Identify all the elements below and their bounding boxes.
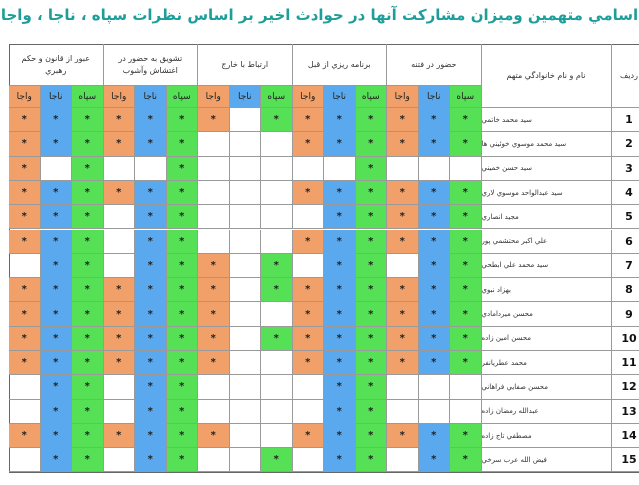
mark-cell-sepah: * [72, 424, 104, 448]
mark-cell-sepah: * [356, 254, 388, 278]
mark-cell-naja: * [135, 400, 167, 424]
row-number: 12 [612, 375, 639, 399]
mark-cell-vaja: * [104, 108, 136, 132]
mark-cell-naja: * [324, 108, 356, 132]
mark-cell-vaja: * [293, 132, 325, 156]
row-number: 6 [612, 230, 639, 254]
mark-cell-naja: * [324, 351, 356, 375]
mark-cell-naja: * [135, 448, 167, 472]
mark-cell-naja [419, 157, 451, 181]
mark-cell-sepah [450, 400, 482, 424]
mark-cell-vaja: * [9, 278, 41, 302]
mark-cell-sepah: * [167, 205, 199, 229]
mark-cell-naja [230, 278, 262, 302]
mark-cell-sepah: * [450, 424, 482, 448]
mark-cell-naja: * [135, 278, 167, 302]
row-number: 14 [612, 424, 639, 448]
mark-cell-naja: * [41, 181, 73, 205]
row-number: 5 [612, 205, 639, 229]
mark-cell-vaja [387, 448, 419, 472]
mark-cell-naja [230, 327, 262, 351]
sub-header-naja: ناجا [41, 86, 73, 108]
row-number: 3 [612, 157, 639, 181]
row-number: 2 [612, 132, 639, 156]
mark-cell-naja [41, 157, 73, 181]
mark-cell-vaja [198, 132, 230, 156]
mark-cell-sepah: * [72, 400, 104, 424]
mark-cell-vaja [9, 375, 41, 399]
mark-cell-naja [230, 108, 262, 132]
mark-cell-sepah: * [167, 424, 199, 448]
mark-cell-naja: * [419, 278, 451, 302]
mark-cell-sepah: * [356, 327, 388, 351]
mark-cell-naja: * [419, 132, 451, 156]
mark-cell-sepah: * [167, 181, 199, 205]
mark-cell-sepah: * [450, 205, 482, 229]
mark-cell-vaja: * [293, 108, 325, 132]
row-number: 11 [612, 351, 639, 375]
sub-header-naja: ناجا [324, 86, 356, 108]
mark-cell-naja [230, 254, 262, 278]
mark-cell-naja [230, 400, 262, 424]
mark-cell-vaja: * [293, 278, 325, 302]
sub-header-sepah: سپاه [261, 86, 293, 108]
mark-cell-vaja: * [9, 181, 41, 205]
mark-cell-sepah: * [72, 205, 104, 229]
name-column-header: نام و نام خانوادگي متهم [482, 44, 612, 108]
mark-cell-vaja: * [104, 278, 136, 302]
mark-cell-vaja: * [387, 205, 419, 229]
mark-cell-sepah: * [167, 327, 199, 351]
mark-cell-vaja: * [293, 327, 325, 351]
mark-cell-sepah: * [356, 424, 388, 448]
mark-cell-sepah: * [167, 157, 199, 181]
mark-cell-sepah [450, 157, 482, 181]
mark-cell-sepah: * [261, 448, 293, 472]
mark-cell-naja: * [324, 400, 356, 424]
defendant-name: مجيد انصاري [482, 205, 612, 229]
mark-cell-sepah: * [72, 278, 104, 302]
mark-cell-sepah: * [167, 302, 199, 326]
mark-cell-vaja: * [9, 157, 41, 181]
mark-cell-naja: * [419, 424, 451, 448]
mark-cell-naja [230, 181, 262, 205]
mark-cell-sepah [261, 302, 293, 326]
mark-cell-naja: * [324, 132, 356, 156]
mark-cell-vaja: * [387, 278, 419, 302]
mark-cell-naja: * [135, 205, 167, 229]
mark-cell-vaja: * [387, 108, 419, 132]
mark-cell-naja: * [419, 448, 451, 472]
defendant-name: مصطفي تاج زاده [482, 424, 612, 448]
mark-cell-naja [230, 351, 262, 375]
mark-cell-sepah: * [72, 302, 104, 326]
mark-cell-naja: * [135, 132, 167, 156]
mark-cell-vaja: * [198, 254, 230, 278]
mark-cell-vaja: * [104, 132, 136, 156]
mark-cell-sepah: * [72, 351, 104, 375]
mark-cell-vaja: * [198, 424, 230, 448]
mark-cell-sepah [450, 375, 482, 399]
mark-cell-vaja [293, 400, 325, 424]
mark-cell-vaja: * [104, 327, 136, 351]
mark-cell-vaja: * [198, 327, 230, 351]
defendant-name: بهزاد نبوي [482, 278, 612, 302]
mark-cell-sepah: * [167, 254, 199, 278]
mark-cell-sepah: * [356, 302, 388, 326]
sub-header-vaja: واجا [293, 86, 325, 108]
mark-cell-sepah: * [72, 327, 104, 351]
mark-cell-sepah [261, 132, 293, 156]
defendant-name: محسن ميردامادي [482, 302, 612, 326]
mark-cell-vaja [293, 254, 325, 278]
mark-cell-vaja: * [198, 302, 230, 326]
group-header-4: تشويق به حضور در اغتشاش وآشوب [104, 44, 199, 86]
mark-cell-naja [230, 132, 262, 156]
sub-header-naja: ناجا [135, 86, 167, 108]
mark-cell-naja: * [419, 181, 451, 205]
mark-cell-naja: * [41, 205, 73, 229]
mark-cell-sepah: * [72, 448, 104, 472]
mark-cell-vaja: * [9, 327, 41, 351]
mark-cell-vaja [9, 254, 41, 278]
mark-cell-sepah: * [167, 351, 199, 375]
mark-cell-vaja: * [9, 108, 41, 132]
mark-cell-sepah [261, 157, 293, 181]
mark-cell-naja: * [324, 230, 356, 254]
mark-cell-sepah: * [261, 108, 293, 132]
mark-cell-naja: * [41, 278, 73, 302]
mark-cell-naja: * [41, 132, 73, 156]
defendant-name: سيد محمد علي ابطحي [482, 254, 612, 278]
mark-cell-naja: * [41, 375, 73, 399]
mark-cell-naja: * [135, 327, 167, 351]
row-number: 7 [612, 254, 639, 278]
mark-cell-sepah: * [167, 448, 199, 472]
mark-cell-sepah: * [167, 108, 199, 132]
mark-cell-vaja: * [9, 230, 41, 254]
defendant-name: عبدالله رمضان زاده [482, 400, 612, 424]
mark-cell-sepah: * [261, 278, 293, 302]
mark-cell-sepah: * [167, 375, 199, 399]
mark-cell-vaja: * [9, 302, 41, 326]
mark-cell-naja: * [324, 205, 356, 229]
defendant-name: سيد محمد خاتمي [482, 108, 612, 132]
mark-cell-naja: * [324, 375, 356, 399]
mark-cell-sepah: * [72, 181, 104, 205]
mark-cell-sepah: * [450, 302, 482, 326]
mark-cell-sepah: * [167, 132, 199, 156]
defendant-name: سيد محمد موسوي خوئيني ها [482, 132, 612, 156]
defendant-name: محمد عطريانفر [482, 351, 612, 375]
mark-cell-naja: * [135, 351, 167, 375]
row-number: 10 [612, 327, 639, 351]
mark-cell-vaja [198, 181, 230, 205]
mark-cell-naja [324, 157, 356, 181]
mark-cell-sepah: * [450, 448, 482, 472]
mark-cell-vaja [198, 157, 230, 181]
mark-cell-vaja: * [293, 230, 325, 254]
mark-cell-vaja: * [9, 351, 41, 375]
mark-cell-vaja [293, 157, 325, 181]
row-number: 9 [612, 302, 639, 326]
mark-cell-sepah: * [356, 108, 388, 132]
mark-cell-naja: * [419, 254, 451, 278]
mark-cell-sepah: * [167, 278, 199, 302]
mark-cell-vaja: * [387, 424, 419, 448]
mark-cell-vaja [104, 400, 136, 424]
mark-cell-naja: * [324, 327, 356, 351]
mark-cell-vaja: * [104, 181, 136, 205]
mark-cell-sepah: * [356, 375, 388, 399]
row-number-header: رديف [612, 44, 639, 108]
mark-cell-naja: * [135, 230, 167, 254]
mark-cell-sepah: * [72, 108, 104, 132]
mark-cell-vaja [387, 254, 419, 278]
sub-header-vaja: واجا [198, 86, 230, 108]
mark-cell-sepah: * [261, 327, 293, 351]
mark-cell-sepah [261, 400, 293, 424]
mark-cell-vaja [9, 400, 41, 424]
mark-cell-vaja [104, 157, 136, 181]
mark-cell-vaja: * [387, 132, 419, 156]
defendant-name: محسن صفايي فراهاني [482, 375, 612, 399]
mark-cell-sepah: * [356, 351, 388, 375]
mark-cell-sepah: * [72, 375, 104, 399]
mark-cell-vaja [198, 400, 230, 424]
mark-cell-naja: * [324, 254, 356, 278]
mark-cell-sepah: * [356, 205, 388, 229]
mark-cell-sepah: * [356, 157, 388, 181]
mark-cell-vaja [104, 205, 136, 229]
mark-cell-vaja [293, 375, 325, 399]
mark-cell-sepah: * [450, 181, 482, 205]
mark-cell-naja [230, 205, 262, 229]
mark-cell-naja [230, 157, 262, 181]
mark-cell-naja: * [135, 108, 167, 132]
mark-cell-naja: * [419, 230, 451, 254]
mark-cell-sepah: * [450, 278, 482, 302]
mark-cell-sepah: * [450, 327, 482, 351]
mark-cell-naja: * [135, 254, 167, 278]
mark-cell-sepah: * [72, 132, 104, 156]
sub-header-sepah: سپاه [72, 86, 104, 108]
mark-cell-sepah [261, 351, 293, 375]
defendant-name: سيد عبدالواحد موسوي لاري [482, 181, 612, 205]
mark-cell-naja: * [324, 181, 356, 205]
mark-cell-naja: * [324, 278, 356, 302]
mark-cell-vaja: * [293, 302, 325, 326]
defendant-name: فيض الله عرب سرخي [482, 448, 612, 472]
mark-cell-sepah: * [72, 157, 104, 181]
mark-cell-naja: * [419, 327, 451, 351]
mark-cell-vaja [293, 448, 325, 472]
mark-cell-vaja: * [198, 351, 230, 375]
mark-cell-vaja [387, 157, 419, 181]
group-header-1: حضور در فتنه [387, 44, 482, 86]
mark-cell-vaja: * [387, 351, 419, 375]
row-number: 4 [612, 181, 639, 205]
mark-cell-sepah [261, 230, 293, 254]
row-number: 13 [612, 400, 639, 424]
mark-cell-sepah: * [450, 132, 482, 156]
defendant-name: سيد حسن خميني [482, 157, 612, 181]
mark-cell-sepah: * [450, 351, 482, 375]
mark-cell-naja: * [41, 327, 73, 351]
mark-cell-naja: * [41, 254, 73, 278]
mark-cell-vaja [198, 205, 230, 229]
mark-cell-vaja [104, 230, 136, 254]
sub-header-sepah: سپاه [356, 86, 388, 108]
mark-cell-naja [135, 157, 167, 181]
mark-cell-vaja: * [293, 181, 325, 205]
mark-cell-vaja: * [9, 424, 41, 448]
mark-cell-naja: * [419, 108, 451, 132]
sub-header-naja: ناجا [419, 86, 451, 108]
mark-cell-vaja [104, 448, 136, 472]
mark-cell-vaja: * [387, 327, 419, 351]
mark-cell-naja: * [41, 302, 73, 326]
mark-cell-vaja [9, 448, 41, 472]
mark-cell-naja [419, 400, 451, 424]
mark-cell-vaja [198, 375, 230, 399]
mark-cell-sepah: * [167, 400, 199, 424]
mark-cell-naja: * [324, 424, 356, 448]
mark-cell-sepah [261, 375, 293, 399]
mark-cell-naja: * [41, 351, 73, 375]
sub-header-vaja: واجا [387, 86, 419, 108]
mark-cell-vaja: * [9, 132, 41, 156]
mark-cell-sepah [261, 181, 293, 205]
mark-cell-vaja [104, 375, 136, 399]
mark-cell-vaja: * [104, 302, 136, 326]
defendant-name: محسن امين زاده [482, 327, 612, 351]
group-header-5: عبور از قانون و حكم رهبري [9, 44, 104, 86]
mark-cell-sepah: * [72, 254, 104, 278]
mark-cell-naja: * [41, 400, 73, 424]
mark-cell-sepah: * [356, 400, 388, 424]
group-header-3: ارتباط با خارج [198, 44, 293, 86]
mark-cell-sepah: * [356, 448, 388, 472]
group-header-2: برنامه ريزي از قبل [293, 44, 388, 86]
mark-cell-naja: * [324, 302, 356, 326]
mark-cell-naja: * [41, 230, 73, 254]
mark-cell-vaja [387, 400, 419, 424]
mark-cell-naja [230, 230, 262, 254]
mark-cell-naja: * [419, 205, 451, 229]
mark-cell-vaja: * [293, 351, 325, 375]
mark-cell-naja: * [135, 181, 167, 205]
mark-cell-sepah: * [356, 132, 388, 156]
mark-cell-sepah: * [450, 108, 482, 132]
mark-cell-vaja: * [387, 302, 419, 326]
mark-cell-naja: * [135, 424, 167, 448]
mark-cell-vaja: * [198, 108, 230, 132]
mark-cell-naja [230, 424, 262, 448]
mark-cell-sepah: * [167, 230, 199, 254]
mark-cell-vaja [293, 205, 325, 229]
mark-cell-naja: * [41, 108, 73, 132]
mark-cell-naja [230, 375, 262, 399]
sub-header-vaja: واجا [9, 86, 41, 108]
mark-cell-naja: * [419, 351, 451, 375]
mark-cell-naja [230, 302, 262, 326]
mark-cell-vaja: * [387, 181, 419, 205]
mark-cell-naja: * [41, 424, 73, 448]
mark-cell-sepah: * [356, 181, 388, 205]
mark-cell-naja [230, 448, 262, 472]
mark-cell-naja: * [41, 448, 73, 472]
mark-cell-sepah [261, 424, 293, 448]
mark-cell-sepah: * [356, 230, 388, 254]
sub-header-sepah: سپاه [450, 86, 482, 108]
mark-cell-vaja: * [387, 230, 419, 254]
sub-header-vaja: واجا [104, 86, 136, 108]
mark-cell-naja [419, 375, 451, 399]
sub-header-naja: ناجا [230, 86, 262, 108]
mark-cell-vaja: * [293, 424, 325, 448]
mark-cell-sepah [261, 205, 293, 229]
page-title: اسامي متهمين وميزان مشاركت آنها در حوادث اخير بر اساس نظرات سپاه ، ناجا ، واجا [0, 6, 639, 24]
sub-header-sepah: سپاه [167, 86, 199, 108]
mark-cell-vaja: * [198, 278, 230, 302]
mark-cell-vaja [198, 230, 230, 254]
defendant-name: علي اكبر محتشمي پور [482, 230, 612, 254]
mark-cell-sepah: * [450, 230, 482, 254]
mark-cell-naja: * [135, 302, 167, 326]
mark-cell-naja: * [324, 448, 356, 472]
row-number: 15 [612, 448, 639, 472]
mark-cell-sepah: * [261, 254, 293, 278]
row-number: 1 [612, 108, 639, 132]
mark-cell-vaja [104, 254, 136, 278]
mark-cell-vaja: * [104, 424, 136, 448]
mark-cell-vaja: * [9, 205, 41, 229]
mark-cell-naja: * [135, 375, 167, 399]
mark-cell-vaja: * [104, 351, 136, 375]
mark-cell-sepah: * [450, 254, 482, 278]
mark-cell-sepah: * [72, 230, 104, 254]
mark-cell-vaja [198, 448, 230, 472]
mark-cell-naja: * [419, 302, 451, 326]
mark-cell-sepah: * [356, 278, 388, 302]
mark-cell-vaja [387, 375, 419, 399]
row-number: 8 [612, 278, 639, 302]
